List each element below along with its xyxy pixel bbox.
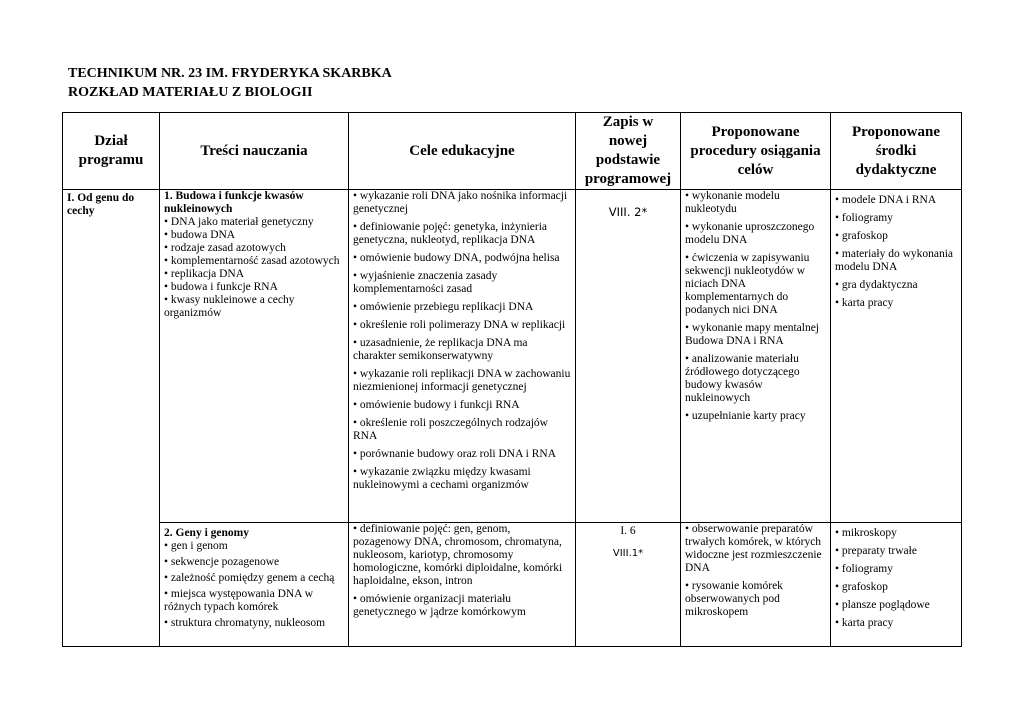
procedures-cell xyxy=(681,523,831,647)
list-item: • rysowanie komórek obserwowanych pod mikroskopem xyxy=(685,580,826,619)
list-item: • foliogramy xyxy=(835,563,957,576)
code-cell xyxy=(576,523,681,647)
col-header-goals: Cele edukacyjne xyxy=(349,113,576,190)
list-item: • uzasadnienie, że replikacja DNA ma charakter semikonserwatywny xyxy=(353,337,571,363)
list-item: • materiały do wykonania modelu DNA xyxy=(835,248,957,274)
topic-title: 2. Geny i genomy xyxy=(164,527,249,539)
list-item: • definiowanie pojęć: gen, genom, pozagenowy DNA, chromosom, chromatyna, nukleosom, kariotyp, chromosomy homologiczne, komórki diploidalne, komórki haploidalne, ekson, intron xyxy=(353,523,571,588)
goals-cell xyxy=(349,190,576,523)
list-item: • zależność pomiędzy genem a cechą xyxy=(164,572,344,585)
list-item: • obserwowanie preparatów trwałych komórek, w których widoczne jest rozmieszczenie DNA xyxy=(685,523,826,575)
document-header xyxy=(68,64,392,102)
list-item: • grafoskop xyxy=(835,581,957,594)
curriculum-table xyxy=(62,112,962,647)
list-item: • rodzaje zasad azotowych xyxy=(164,242,344,255)
list-item: • struktura chromatyny, nukleosom xyxy=(164,617,344,630)
list-item: • wykonanie modelu nukleotydu xyxy=(685,190,826,216)
list-item: • budowa i funkcje RNA xyxy=(164,281,344,294)
list-item: • modele DNA i RNA xyxy=(835,194,957,207)
code-secondary: VIII.1* xyxy=(612,548,644,559)
section-cell: I. Od genu do cechy xyxy=(63,190,160,647)
list-item: • DNA jako materiał genetyczny xyxy=(164,216,344,229)
list-item: • plansze poglądowe xyxy=(835,599,957,612)
table-header-row xyxy=(63,113,962,190)
col-header-content: Treści nauczania xyxy=(160,113,349,190)
list-item: • gen i genom xyxy=(164,540,344,553)
list-item: • wykazanie związku między kwasami nukleinowymi a cechami organizmów xyxy=(353,466,571,492)
list-item: • omówienie budowy DNA, podwójna helisa xyxy=(353,252,571,265)
list-item: • omówienie budowy i funkcji RNA xyxy=(353,399,571,412)
list-item: • kwasy nukleinowe a cechy organizmów xyxy=(164,294,344,320)
list-item: • analizowanie materiału źródłowego dotyczącego budowy kwasów nukleinowych xyxy=(685,353,826,405)
list-item: • omówienie organizacji materiału genetycznego w jądrze komórkowym xyxy=(353,593,571,619)
list-item: • określenie roli poszczególnych rodzajów RNA xyxy=(353,417,571,443)
content-cell xyxy=(160,523,349,647)
list-item: • wyjaśnienie znaczenia zasady komplementarności zasad xyxy=(353,270,571,296)
list-item: • komplementarność zasad azotowych xyxy=(164,255,344,268)
list-item: • wykazanie roli replikacji DNA w zachowaniu niezmienionej informacji genetycznej xyxy=(353,368,571,394)
list-item: • grafoskop xyxy=(835,230,957,243)
topic-title: 1. Budowa i funkcje kwasów nukleinowych xyxy=(164,190,304,215)
list-item: • karta pracy xyxy=(835,297,957,310)
code-primary: I. 6 xyxy=(620,525,636,537)
document-title: ROZKŁAD MATERIAŁU Z BIOLOGII xyxy=(68,85,313,100)
col-header-section: Dział programu xyxy=(63,113,160,190)
content-cell xyxy=(160,190,349,523)
list-item: • porównanie budowy oraz roli DNA i RNA xyxy=(353,448,571,461)
list-item: • preparaty trwałe xyxy=(835,545,957,558)
school-name: TECHNIKUM NR. 23 IM. FRYDERYKA SKARBKA xyxy=(68,66,392,81)
list-item: • omówienie przebiegu replikacji DNA xyxy=(353,301,571,314)
list-item: • miejsca występowania DNA w różnych typach komórek xyxy=(164,588,344,614)
goals-cell xyxy=(349,523,576,647)
list-item: • wykazanie roli DNA jako nośnika informacji genetycznej xyxy=(353,190,571,216)
list-item: • mikroskopy xyxy=(835,527,957,540)
list-item: • określenie roli polimerazy DNA w replikacji xyxy=(353,319,571,332)
list-item: • ćwiczenia w zapisywaniu sekwencji nukleotydów w niciach DNA komplementarnych do podanych nici DNA xyxy=(685,252,826,317)
procedures-cell xyxy=(681,190,831,523)
table-row xyxy=(63,523,962,647)
list-item: • budowa DNA xyxy=(164,229,344,242)
aids-cell xyxy=(831,190,962,523)
table-row xyxy=(63,190,962,523)
list-item: • uzupełnianie karty pracy xyxy=(685,410,826,423)
list-item: • gra dydaktyczna xyxy=(835,279,957,292)
list-item: • definiowanie pojęć: genetyka, inżynieria genetyczna, nukleotyd, replikacja DNA xyxy=(353,221,571,247)
aids-cell xyxy=(831,523,962,647)
col-header-procedures: Proponowane procedury osiągania celów xyxy=(681,113,831,190)
list-item: • wykonanie uproszczonego modelu DNA xyxy=(685,221,826,247)
list-item: • replikacja DNA xyxy=(164,268,344,281)
col-header-code: Zapis w nowej podstawie programowej xyxy=(576,113,681,190)
col-header-aids: Proponowane środki dydaktyczne xyxy=(831,113,962,190)
list-item: • foliogramy xyxy=(835,212,957,225)
list-item: • karta pracy xyxy=(835,617,957,630)
list-item: • sekwencje pozagenowe xyxy=(164,556,344,569)
list-item: • wykonanie mapy mentalnej Budowa DNA i RNA xyxy=(685,322,826,348)
code-cell: VIII. 2* xyxy=(576,190,681,523)
